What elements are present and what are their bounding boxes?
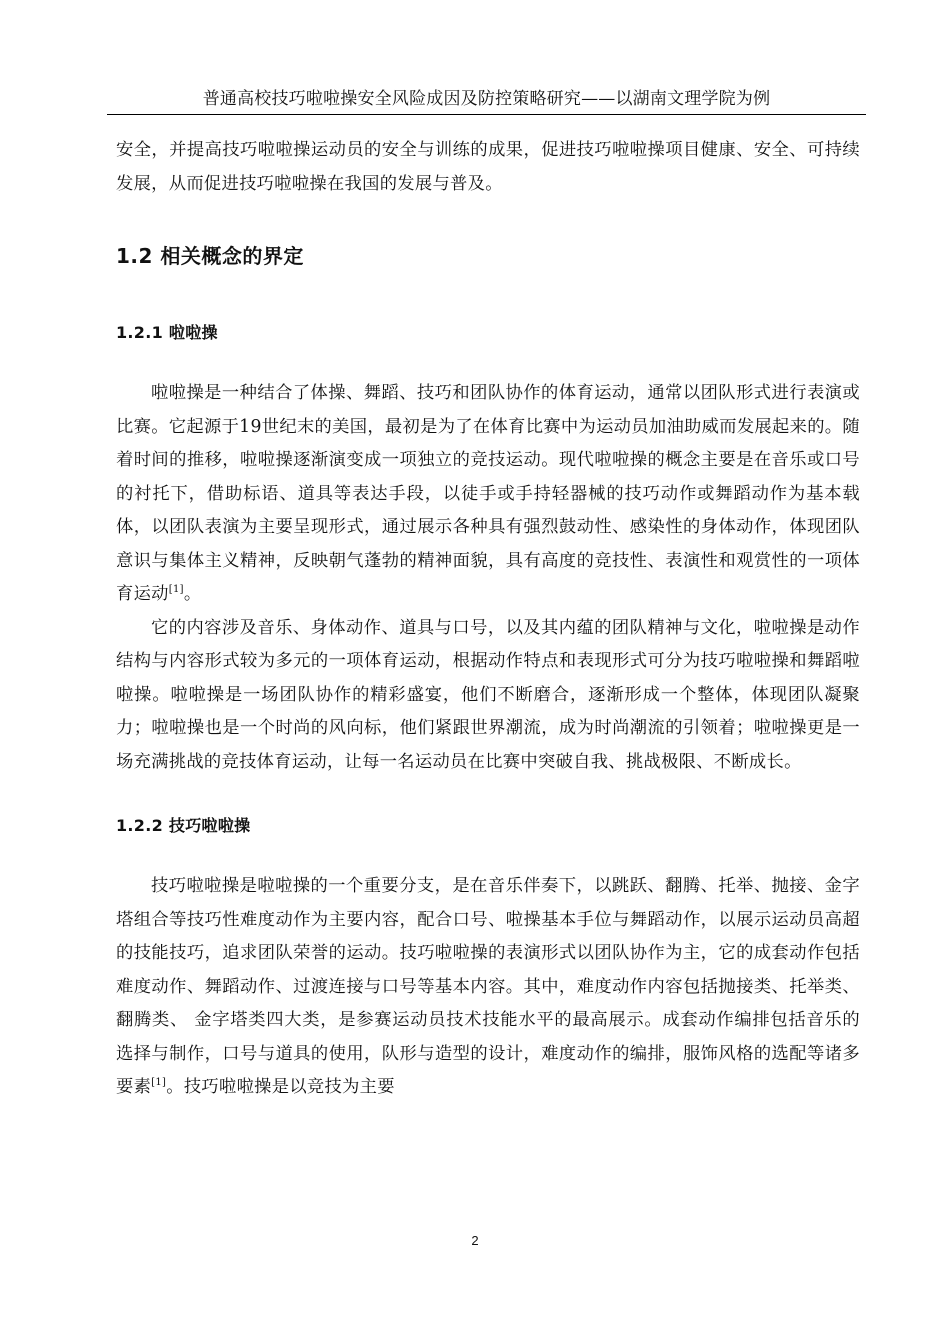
page-number: 2 [471, 1233, 479, 1248]
page-content [116, 134, 860, 1105]
intro-paragraph: 安全，并提高技巧啦啦操运动员的安全与训练的成果，促进技巧啦啦操项目健康、安全、可持续发展，从而促进技巧啦啦操在我国的发展与普及。 [116, 140, 860, 194]
citation-ref[interactable]: [1] [151, 1077, 167, 1089]
subsection-heading-1-2-1: 1.2.1 啦啦操 [116, 323, 218, 342]
paragraph-tail: 。 [183, 584, 202, 604]
running-header: 普通高校技巧啦啦操安全风险成因及防控策略研究——以湖南文理学院为例 [107, 86, 866, 115]
paragraph-text: 啦啦操是一种结合了体操、舞蹈、技巧和团队协作的体育运动，通常以团队形式进行表演或比赛。它起源于19世纪末的美国，最初是为了在体育比赛中为运动员加油助威而发展起来的。随着时间的推移，啦啦操逐渐演变成一项独立的竞技运动。现代啦啦操的概念主要是在音乐或口号的衬托下，借助标语、道具等表达手段，以徒手或手持轻器械的技巧动作或舞蹈动作为基本载体，以团队表演为主要呈现形式，通过展示各种具有强烈鼓动性、感染性的身体动作，体现团队意识与集体主义精神，反映朝气蓬勃的精神面貌，具有高度的竞技性、表演性和观赏性的一项体育运动 [116, 383, 860, 604]
cheerleading-definition-paragraph [116, 377, 860, 612]
citation-ref[interactable]: [1] [168, 584, 184, 596]
paragraph-text: 技巧啦啦操是啦啦操的一个重要分支，是在音乐伴奏下，以跳跃、翻腾、托举、抛接、金字塔组合等技巧性难度动作为主要内容，配合口号、啦操基本手位与舞蹈动作，以展示运动员高超的技能技巧，追求团队荣誉的运动。技巧啦啦操的表演形式以团队协作为主，它的成套动作包括难度动作、舞蹈动作、过渡连接与口号等基本内容。其中，难度动作内容包括抛接类、托举类、翻腾类、 金字塔类四大类，是参赛运动员技术技能水平的最高展示。成套动作编排包括音乐的选择与制作，口号与道具的使用，队形与造型的设计，难度动作的编排，服饰风格的选配等诸多要素 [116, 876, 860, 1097]
paragraph-tail: 。技巧啦啦操是以竞技为主要 [166, 1077, 395, 1097]
acrobatic-cheerleading-paragraph [116, 870, 860, 1105]
subsection-heading-1-2-2: 1.2.2 技巧啦啦操 [116, 816, 251, 835]
cheerleading-content-paragraph: 它的内容涉及音乐、身体动作、道具与口号，以及其内蕴的团队精神与文化，啦啦操是动作结构与内容形式较为多元的一项体育运动，根据动作特点和表现形式可分为技巧啦啦操和舞蹈啦啦操。啦啦操是一场团队协作的精彩盛宴，他们不断磨合，逐渐形成一个整体，体现团队凝聚力；啦啦操也是一个时尚的风向标，他们紧跟世界潮流，成为时尚潮流的引领着；啦啦操更是一场充满挑战的竞技体育运动，让每一名运动员在比赛中突破自我、挑战极限、不断成长。 [116, 617, 860, 772]
section-heading-1-2: 1.2 相关概念的界定 [116, 244, 304, 268]
